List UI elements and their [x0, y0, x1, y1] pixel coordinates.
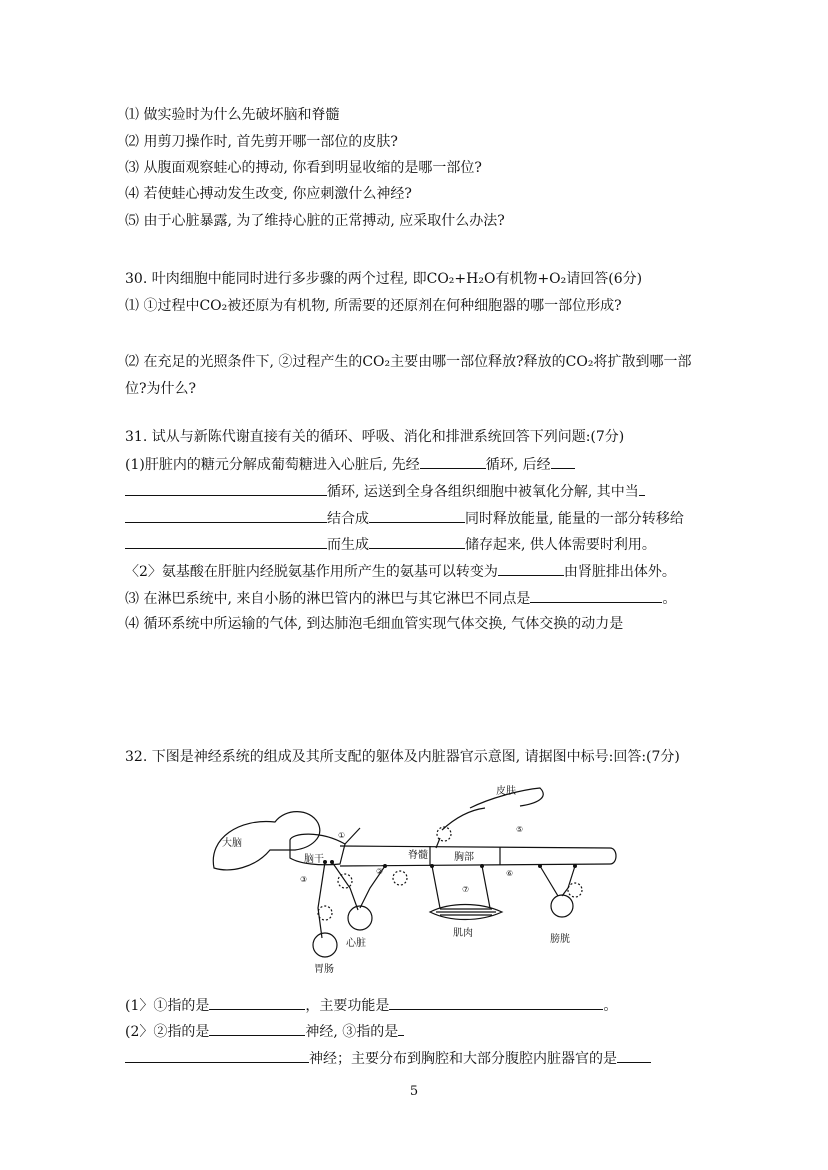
nervous-system-diagram — [200, 778, 620, 978]
q32-sub2-text-c: 神经；主要分布到胸腔和大部分腹腔内脏器官的是 — [309, 1051, 617, 1067]
ganglion — [318, 906, 332, 920]
answer-blank[interactable] — [369, 534, 465, 549]
answer-blank[interactable] — [530, 588, 662, 603]
q32-sub2-text-a: (2〉②指的是 — [125, 1024, 210, 1040]
q32-stem: 32. 下图是神经系统的组成及其所支配的躯体及内脏器官示意图, 请据图中标号:回答:(7分) — [125, 749, 680, 765]
answer-blank[interactable] — [389, 995, 603, 1010]
q29-item-1: ⑴ 做实验时为什么先破坏脑和脊髓 — [125, 107, 340, 123]
marker-6: ⑥ — [506, 869, 514, 878]
q31-l1-text-b: 循环, 后经 — [485, 457, 551, 473]
q32-sub1 — [125, 995, 617, 1016]
label-thoracic: 胸部 — [454, 852, 474, 863]
answer-blank[interactable] — [617, 1048, 651, 1063]
q31-l6-text-b: 。 — [662, 591, 677, 607]
marker-7: ⑦ — [462, 885, 470, 894]
q31-l3-text-b: 同时释放能量, 能量的一部分转移给 — [465, 511, 684, 527]
label-cerebrum: 大脑 — [222, 838, 242, 849]
q31-l1-text-a: (1)肝脏内的糖元分解成葡萄糖进入心脏后, 先经 — [125, 457, 420, 473]
marker-2: ② — [376, 867, 384, 876]
bladder-fiber-1 — [540, 866, 558, 896]
label-brainstem: 脑干 — [304, 854, 324, 865]
q31-l5-text-a: 〈2〉氨基酸在肝脏内经脱氨基作用所产生的氨基可以转变为 — [125, 564, 498, 580]
q29-item-5: ⑸ 由于心脏暴露, 为了维持心脏的正常搏动, 应采取什么办法? — [125, 213, 505, 229]
q31-l2-text: 循环, 运送到全身各组织细胞中被氧化分解, 其中当 — [327, 484, 639, 500]
q32-sub1-text-a: (1〉①指的是 — [125, 998, 210, 1014]
answer-blank[interactable] — [498, 561, 564, 576]
q31-line-3 — [125, 508, 684, 529]
muscle-striations — [436, 909, 496, 915]
q32-sub1-text-c: 。 — [603, 998, 618, 1014]
q32-sub1-text-b: ，主要功能是 — [305, 998, 390, 1014]
marker-1: ① — [338, 831, 346, 840]
gut-organ — [313, 933, 337, 957]
label-muscle: 肌肉 — [453, 928, 473, 939]
q31-line-1 — [125, 454, 575, 475]
q32-sub2-text-b: 神经, ③指的是 — [305, 1024, 399, 1040]
q31-line-6 — [125, 588, 676, 609]
answer-blank[interactable] — [125, 508, 327, 523]
q31-line-5 — [125, 561, 676, 582]
q32-sub2-line1 — [125, 1021, 404, 1042]
q31-line-7: ⑷ 循环系统中所运输的气体, 到达肺泡毛细血管实现气体交换, 气体交换的动力是 — [125, 616, 624, 632]
answer-blank[interactable] — [639, 481, 645, 496]
q30-stem: 30. 叶肉细胞中能同时进行多步骤的两个过程, 即CO₂+H₂O有机物+O₂请回答(6分) — [125, 271, 643, 287]
answer-blank[interactable] — [125, 481, 327, 496]
answer-blank[interactable] — [209, 1021, 305, 1036]
label-heart: 心脏 — [346, 938, 366, 949]
q30-sub2-line1: ⑵ 在充足的光照条件下, ②过程产生的CO₂主要由哪一部位释放?释放的CO₂将扩散到哪一部 — [125, 354, 692, 370]
marker-3: ③ — [300, 875, 308, 884]
sensory-fiber — [442, 808, 485, 830]
label-gut: 胃肠 — [314, 964, 334, 975]
answer-blank[interactable] — [420, 454, 486, 469]
q31-l4-text-b: 储存起来, 供人体需要时利用。 — [465, 537, 656, 553]
motor-fiber-2 — [482, 866, 490, 908]
ganglion — [437, 827, 451, 841]
answer-blank[interactable] — [398, 1021, 404, 1036]
q31-l6-text-a: ⑶ 在淋巴系统中, 来自小肠的淋巴管内的淋巴与其它淋巴不同点是 — [125, 591, 531, 607]
heart-fiber — [332, 862, 358, 910]
q31-l3-text-a: 结合成 — [327, 511, 369, 527]
q31-l5-text-b: 由肾脏排出体外。 — [563, 564, 676, 580]
q31-l4-text-a: 而生成 — [327, 537, 369, 553]
q29-item-3: ⑶ 从腹面观察蛙心的搏动, 你看到明显收缩的是哪一部位? — [125, 160, 482, 176]
vagus-fiber — [318, 862, 325, 938]
spinal-cord-shape — [340, 846, 616, 866]
q31-stem: 31. 试从与新陈代谢直接有关的循环、呼吸、消化和排泄系统回答下列问题:(7分) — [125, 429, 625, 445]
label-spinal-cord: 脊髓 — [408, 850, 428, 861]
q30-sub2-line2: 位?为什么? — [125, 381, 197, 397]
nerve-fiber-1 — [345, 828, 360, 844]
answer-blank[interactable] — [551, 454, 575, 469]
q29-item-4: ⑷ 若使蛙心搏动发生改变, 你应刺激什么神经? — [125, 186, 412, 202]
page-number: 5 — [409, 1084, 419, 1099]
q30-sub1: ⑴ ①过程中CO₂被还原为有机物, 所需要的还原剂在何种细胞器的哪一部位形成? — [125, 298, 622, 314]
q31-line-2 — [125, 481, 645, 502]
bladder-organ — [551, 895, 573, 917]
label-skin: 皮肤 — [496, 786, 516, 797]
answer-blank[interactable] — [125, 534, 327, 549]
q31-line-4 — [125, 534, 656, 555]
ganglion — [568, 883, 582, 897]
label-bladder: 膀胱 — [550, 934, 570, 945]
marker-5: ⑤ — [516, 825, 524, 834]
motor-fiber-1 — [432, 866, 440, 908]
answer-blank[interactable] — [369, 508, 465, 523]
answer-blank[interactable] — [209, 995, 305, 1010]
q32-sub2-line2 — [125, 1048, 651, 1069]
answer-blank[interactable] — [125, 1048, 309, 1063]
heart-organ — [348, 906, 372, 930]
q29-item-2: ⑵ 用剪刀操作时, 首先剪开哪一部位的皮肤? — [125, 134, 398, 150]
ganglion — [393, 871, 407, 885]
